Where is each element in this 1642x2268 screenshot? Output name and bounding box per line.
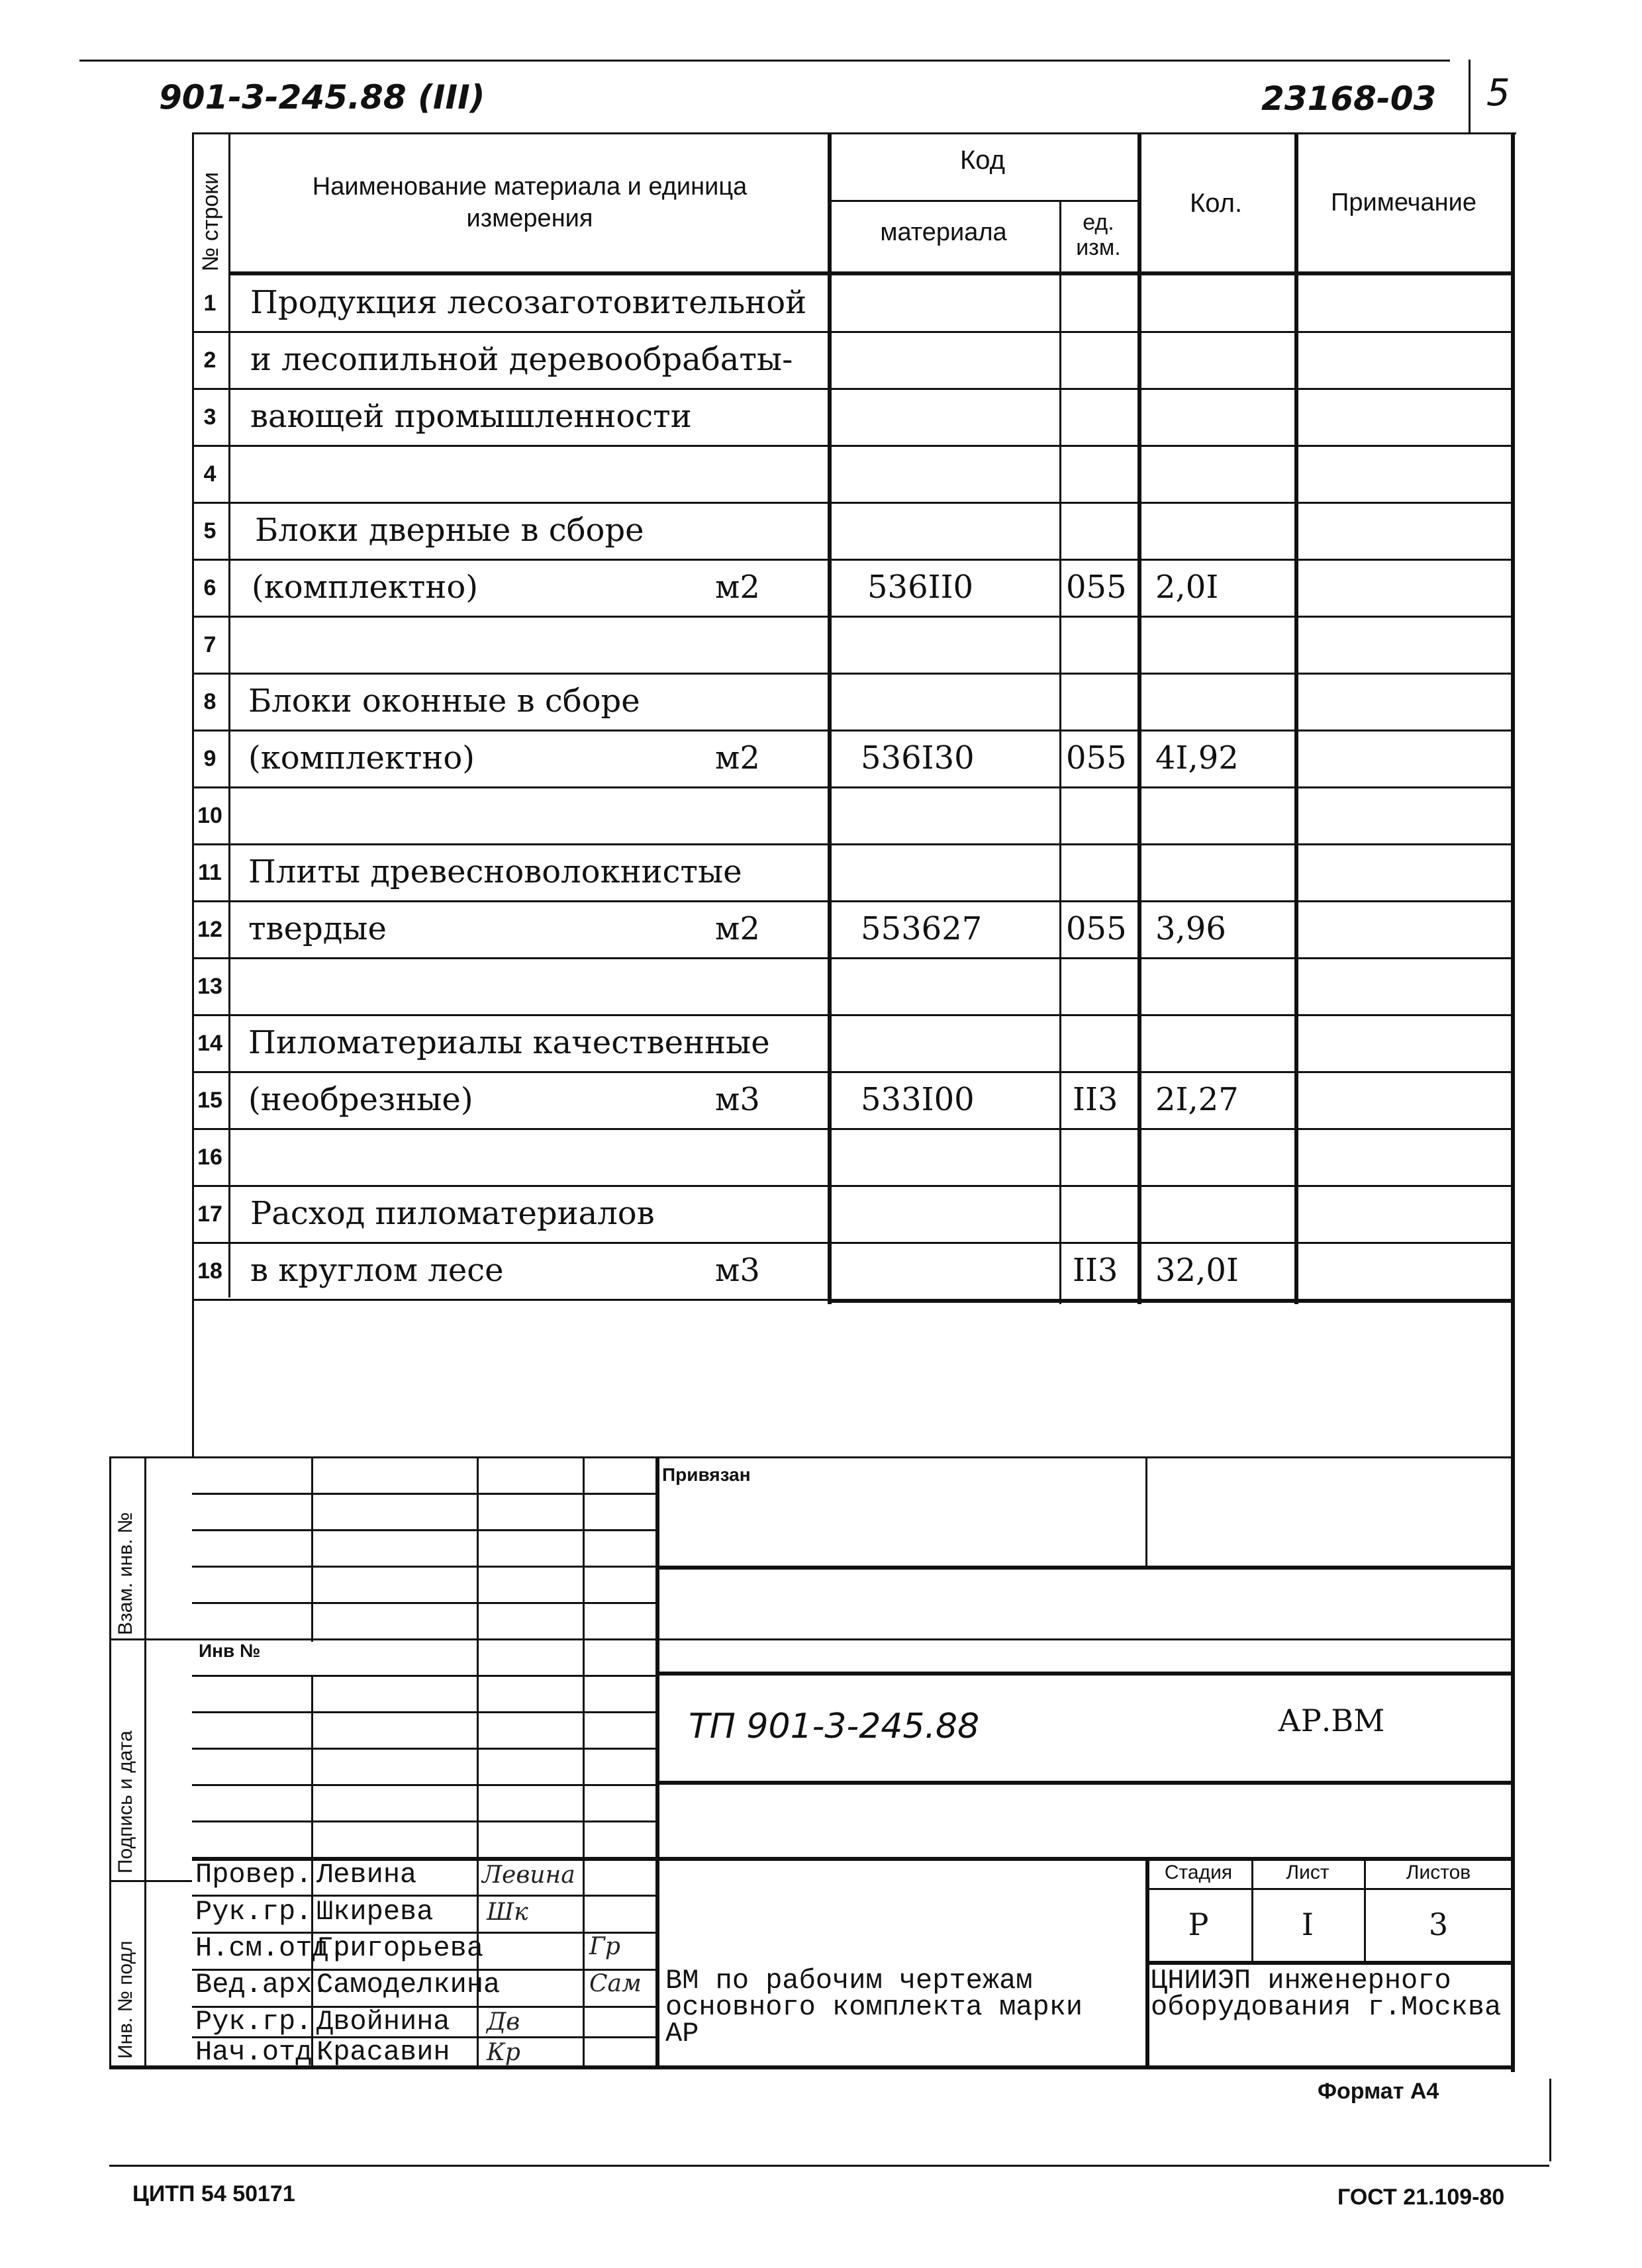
row-name: Продукция лесозаготовительной <box>250 284 807 321</box>
signer-name: Самоделкина <box>316 1969 501 2001</box>
stage-value: Р <box>1188 1907 1209 1942</box>
row-number: 10 <box>197 803 222 828</box>
privyazan-label: Привязан <box>662 1464 751 1485</box>
row-number: 11 <box>198 860 222 885</box>
row-name: вающей промышленности <box>250 398 692 435</box>
row-quantity: 3,96 <box>1155 910 1226 947</box>
row-number: 9 <box>203 746 217 771</box>
side-label-inv-original: Инв. № подл <box>115 1940 136 2059</box>
row-quantity: 2,0I <box>1155 569 1219 606</box>
row-unit-code: 055 <box>1066 739 1127 777</box>
row-name: Блоки оконные в сборе <box>248 683 640 720</box>
sheets-label: Листов <box>1406 1862 1471 1883</box>
signer-signature: Дв <box>487 2008 520 2036</box>
row-number: 14 <box>197 1031 222 1056</box>
row-number: 12 <box>197 917 222 942</box>
row-number: 1 <box>203 291 217 316</box>
row-unit-of-measure: м3 <box>715 1252 760 1289</box>
signer-role: Рук.гр. <box>195 1896 313 1928</box>
column-header-unit-bottom: изм. <box>1076 235 1121 260</box>
column-header-material: материала <box>880 218 1007 246</box>
column-header-name: Наименование материала и единица измерения <box>312 173 748 232</box>
document-code: 901-3-245.88 (III) <box>159 78 485 117</box>
row-number: 15 <box>197 1088 222 1113</box>
signer-role: Нач.отд. <box>195 2036 329 2068</box>
signer-role: Провер. <box>195 1859 313 1891</box>
row-number: 16 <box>197 1145 222 1170</box>
signer-name: Двойнина <box>316 2006 450 2038</box>
row-name: Пиломатериалы качественные <box>248 1024 770 1061</box>
signer-signature: Гр <box>589 1933 620 1960</box>
footer-standard: ГОСТ 21.109-80 <box>1337 2185 1505 2210</box>
document-title: ВМ по рабочим чертежам основного комплекта марки АР <box>665 1965 1083 2050</box>
signer-name: Левина <box>316 1859 417 1891</box>
row-name: (необрезные) <box>248 1081 473 1118</box>
sheet-value: I <box>1301 1907 1314 1942</box>
row-name: Расход пиломатериалов <box>250 1195 655 1232</box>
row-unit-of-measure: м2 <box>715 569 760 606</box>
row-unit-of-measure: м3 <box>715 1081 760 1118</box>
organization: ЦНИИЭП инженерного оборудования г.Москва <box>1151 1965 1502 2023</box>
signer-signature: Шк <box>487 1899 528 1926</box>
signer-name: Шкирева <box>316 1896 434 1928</box>
row-name: Блоки дверные в сборе <box>255 512 644 549</box>
signer-signature: Кр <box>487 2039 520 2066</box>
row-number: 4 <box>203 461 217 487</box>
sheets-value: 3 <box>1428 1907 1449 1942</box>
row-unit-code: II3 <box>1073 1252 1118 1289</box>
row-name: твердые <box>248 910 387 947</box>
column-header-unit-top: ед. <box>1083 210 1114 235</box>
row-number: 17 <box>197 1202 222 1227</box>
sheet-label: Лист <box>1286 1862 1329 1883</box>
designation: ТП 901-3-245.88 <box>689 1707 980 1746</box>
row-number: 8 <box>203 689 217 714</box>
row-unit-of-measure: м2 <box>715 739 760 777</box>
column-header-row-number: № строки <box>198 171 223 271</box>
row-number: 5 <box>203 518 217 543</box>
row-name: Плиты древесноволокнистые <box>248 853 742 890</box>
row-unit-code: 055 <box>1066 569 1127 606</box>
signer-role: Рук.гр. <box>195 2006 313 2038</box>
signer-signature: Левина <box>482 1862 575 1889</box>
row-number: 18 <box>197 1258 222 1284</box>
column-header-note: Примечание <box>1331 189 1476 216</box>
footer-left-code: ЦИТП 54 50171 <box>132 2181 295 2206</box>
inventory-number-label: Инв № <box>199 1640 261 1661</box>
row-number: 13 <box>197 974 222 999</box>
row-number: 6 <box>203 575 217 600</box>
drawing-mark: АР.ВМ <box>1278 1703 1385 1738</box>
row-material-code: 553627 <box>861 910 983 947</box>
stage-label: Стадия <box>1164 1862 1233 1883</box>
column-header-code: Код <box>959 146 1005 175</box>
signer-role: Н.см.отд. <box>195 1932 346 1964</box>
format-label: Формат А4 <box>1318 2079 1439 2104</box>
row-quantity: 2I,27 <box>1155 1081 1239 1118</box>
row-unit-of-measure: м2 <box>715 910 760 947</box>
side-label-vzam: Взам. инв. № <box>115 1512 136 1635</box>
row-name: и лесопильной деревообрабаты- <box>250 341 793 378</box>
page-number: 5 <box>1486 71 1510 115</box>
row-name: в круглом лесе <box>250 1252 504 1289</box>
column-header-quantity: Кол. <box>1189 189 1243 218</box>
row-material-code: 533I00 <box>861 1081 975 1118</box>
row-unit-code: II3 <box>1073 1081 1118 1118</box>
signer-name: Григорьева <box>316 1932 484 1964</box>
row-quantity: 32,0I <box>1155 1252 1239 1289</box>
row-name: (комплектно) <box>252 569 479 606</box>
sheet-code: 23168-03 <box>1261 79 1437 118</box>
row-number: 3 <box>203 404 217 430</box>
row-unit-code: 055 <box>1066 910 1127 947</box>
row-name: (комплектно) <box>248 739 475 777</box>
row-material-code: 536II0 <box>867 569 974 606</box>
row-quantity: 4I,92 <box>1155 739 1239 777</box>
side-label-signature-date: Подпись и дата <box>115 1730 136 1873</box>
signer-name: Красавин <box>316 2036 450 2068</box>
signer-role: Вед.арх. <box>195 1969 329 2001</box>
row-number: 7 <box>203 632 217 657</box>
signer-signature: Сам <box>589 1970 642 1997</box>
row-material-code: 536I30 <box>861 739 975 777</box>
row-number: 2 <box>203 348 217 373</box>
